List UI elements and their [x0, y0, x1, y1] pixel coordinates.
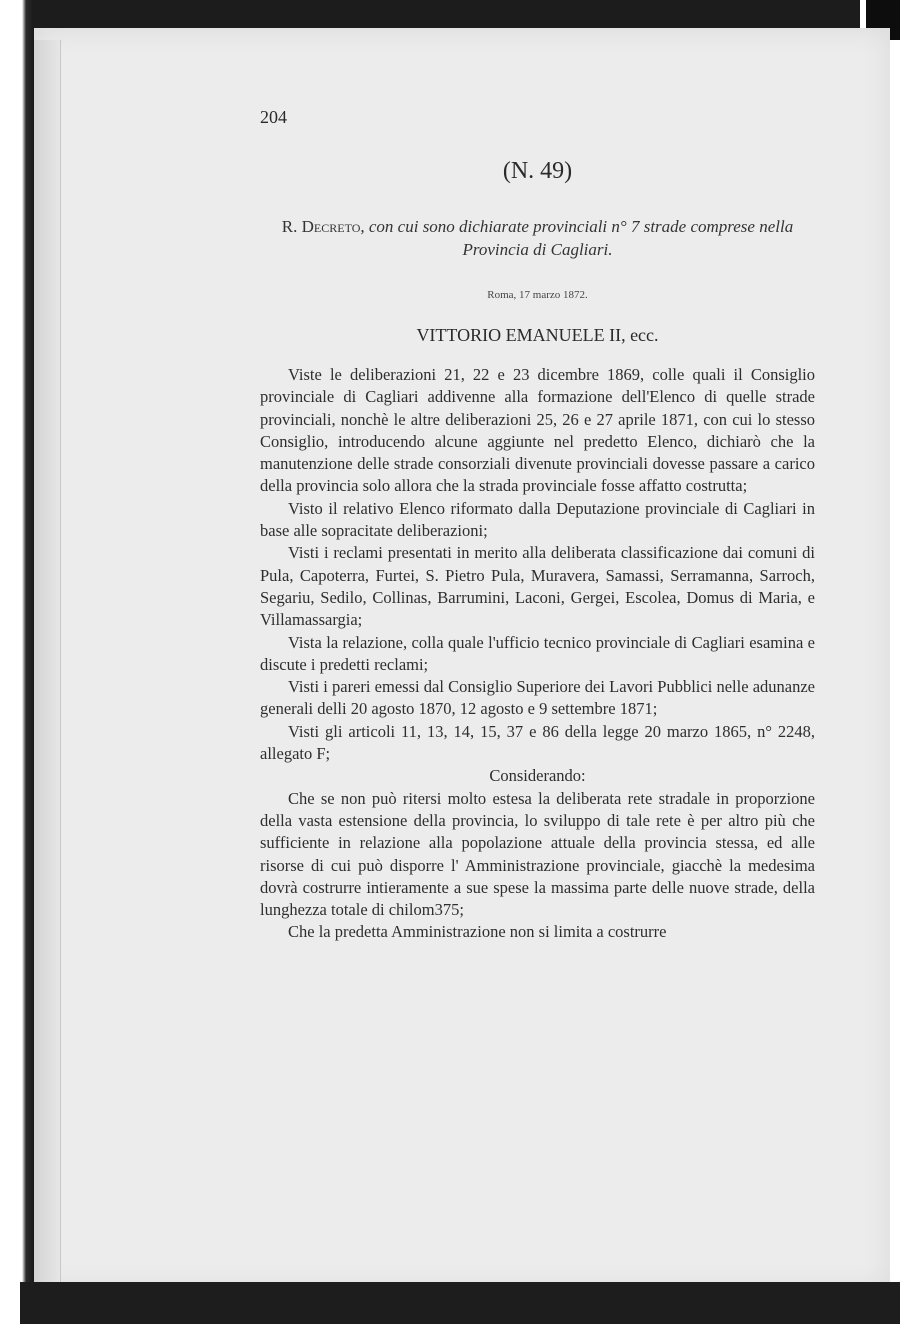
page-number: 204	[260, 107, 287, 127]
paragraph: Visti i pareri emessi dal Consiglio Superiore dei Lavori Pubblici nelle adunanze generali delli 20 agosto 1870, 12 agosto e 9 settembre 1871;	[260, 677, 815, 719]
document-number: (N. 49)	[502, 158, 573, 184]
considerando-heading: Considerando:	[489, 766, 586, 786]
decree-heading	[260, 215, 815, 261]
decree-body	[260, 364, 815, 944]
heading-prefix: R. Decreto,	[281, 217, 365, 236]
paragraph: Che se non può ritersi molto estesa la deliberata rete stradale in proporzione della vasta estensione della provincia, lo sviluppo di tale rete è per altro più che sufficiente in relazione alla popolazione attuale della provincia stessa, ed alle risorse di cui può disporre l' Amministrazione provinciale, giacchè la medesima dovrà costrurre intieramente a sue spese la massima parte delle nuove strade, della lunghezza totale di chilom375;	[260, 788, 815, 920]
paragraph: Che la predetta Amministrazione non si limita a costrurre	[288, 922, 667, 942]
dateline: Roma, 17 marzo 1872.	[487, 289, 588, 301]
paragraph: Viste le deliberazioni 21, 22 e 23 dicembre 1869, colle quali il Consiglio provinciale di Cagliari addivenne alla formazione dell'Elenco di quelle strade provinciali, nonchè le altre deliberazioni 25, 26 e 27 aprile 1871, con cui lo stesso Consiglio, introducendo alcune aggiunte nel predetto Elenco, dichiarò che la manutenzione delle strade consorziali divenute provinciali dovesse passare a carico della provincia solo allora che la strada provinciale fosse affatto costrutta;	[260, 365, 815, 496]
paragraph: Visto il relativo Elenco riformato dalla Deputazione provinciale di Cagliari in base alle sopracitate deliberazioni;	[260, 498, 815, 541]
scan-border-left	[0, 0, 34, 1324]
scan-border-bottom	[20, 1282, 900, 1324]
paragraph: Visti i reclami presentati in merito alla deliberata classificazione dai comuni di Pula, Capoterra, Furtei, S. Pietro Pula, Muravera, Samassi, Serramanna, Sarroch, Segariu, Sedilo, Collinas, Barrumini, Laconi, Gergei, Escolea, Domus di Maria, e Villamassargia;	[260, 543, 815, 630]
heading-title: con cui sono dichiarate provinciali n° 7 strade comprese nella Provincia di Cagliari.	[368, 217, 794, 259]
page-binding-edge	[34, 40, 61, 1290]
sovereign-line: VITTORIO EMANUELE II, ecc.	[416, 325, 659, 345]
paragraph: Visti gli articoli 11, 13, 14, 15, 37 e 86 della legge 20 marzo 1865, n° 2248, allegato F;	[260, 721, 815, 764]
paragraph: Vista la relazione, colla quale l'ufficio tecnico provinciale di Cagliari esamina e discute i predetti reclami;	[260, 632, 815, 674]
